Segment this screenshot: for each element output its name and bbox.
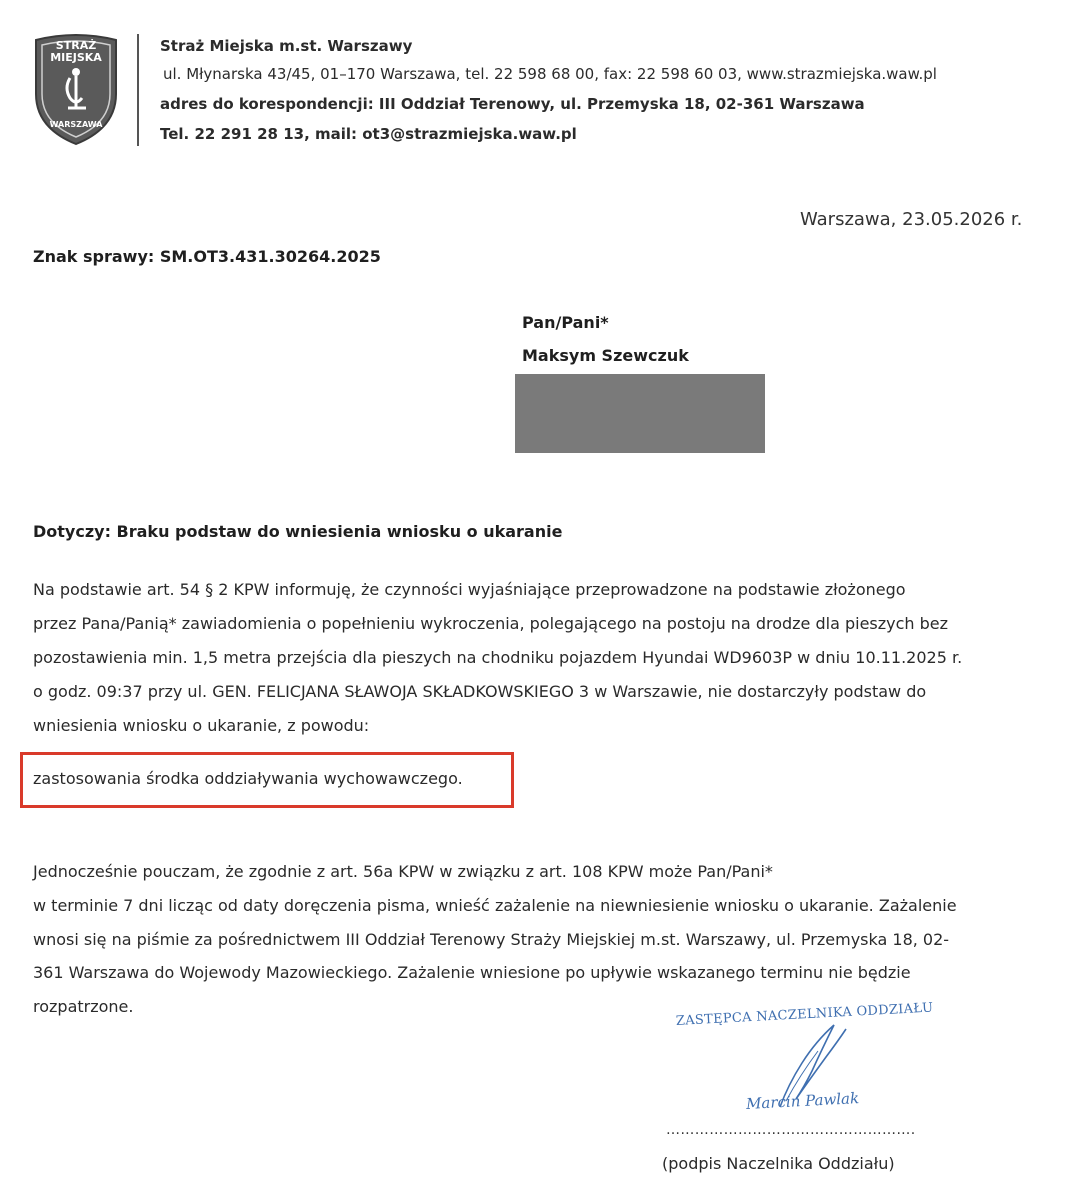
org-name: Straż Miejska m.st. Warszawy — [160, 37, 413, 55]
paragraph-1-line: Na podstawie art. 54 § 2 KPW informuję, że czynności wyjaśniające przeprowadzone na podstawie złożonego — [33, 580, 906, 599]
case-number: Znak sprawy: SM.OT3.431.30264.2025 — [33, 247, 381, 266]
letter-subject: Dotyczy: Braku podstaw do wniesienia wniosku o ukaranie — [33, 522, 563, 541]
signature-caption: (podpis Naczelnika Oddziału) — [662, 1154, 895, 1173]
official-stamp-title: ZASTĘPCA NACZELNIKA ODDZIAŁU — [675, 1000, 934, 1029]
logo-text-top: STRAŻ MIEJSKA — [50, 39, 102, 64]
paragraph-1-line: przez Pana/Panią* zawiadomienia o popełnieniu wykroczenia, polegającego na postoju na drodze dla pieszych bez — [33, 614, 949, 633]
org-address: ul. Młynarska 43/45, 01–170 Warszawa, tel. 22 598 68 00, fax: 22 598 60 03, www.strazmiejska.waw.pl — [163, 65, 937, 83]
recipient-salutation: Pan/Pani* — [522, 313, 609, 332]
paragraph-1-line: pozostawienia min. 1,5 metra przejścia dla pieszych na chodniku pojazdem Hyundai WD9603P w dniu 10.11.2025 r. — [33, 648, 963, 667]
paragraph-2-line: 361 Warszawa do Wojewody Mazowieckiego. Zażalenie wniesione po upływie wskazanego terminu nie będzie — [33, 963, 911, 982]
paragraph-1-line: o godz. 09:37 przy ul. GEN. FELICJANA SŁAWOJA SKŁADKOWSKIEGO 3 w Warszawie, nie dostarczyły podstaw do — [33, 682, 927, 701]
correspondence-address: adres do korespondencji: III Oddział Terenowy, ul. Przemyska 18, 02-361 Warszawa — [160, 95, 865, 113]
signature-dotted-line: ……………………………………………. — [666, 1122, 916, 1138]
letter-date: Warszawa, 23.05.2026 r. — [800, 209, 1023, 230]
paragraph-2-line: rozpatrzone. — [33, 997, 134, 1016]
reason-text: zastosowania środka oddziaływania wychowawczego. — [33, 769, 463, 788]
header-divider — [137, 34, 139, 146]
redacted-address — [515, 374, 765, 453]
paragraph-2-line: w terminie 7 dni licząc od daty doręczenia pisma, wnieść zażalenie na niewniesienie wniosku o ukaranie. Zażalenie — [33, 896, 957, 915]
paragraph-2-line: Jednocześnie pouczam, że zgodnie z art. 56a KPW w związku z art. 108 KPW może Pan/Pani* — [33, 862, 773, 881]
contact-info: Tel. 22 291 28 13, mail: ot3@strazmiejska.waw.pl — [160, 125, 577, 143]
recipient-name: Maksym Szewczuk — [522, 346, 689, 365]
paragraph-2-line: wnosi się na piśmie za pośrednictwem III Oddział Terenowy Straży Miejskiej m.st. Warszawy, ul. Przemyska 18, 02- — [33, 930, 950, 949]
paragraph-1-line: wniesienia wniosku o ukaranie, z powodu: — [33, 716, 370, 735]
signer-name: Marcin Pawlak — [745, 1089, 860, 1113]
logo-text-bottom: WARSZAWA — [49, 120, 103, 129]
